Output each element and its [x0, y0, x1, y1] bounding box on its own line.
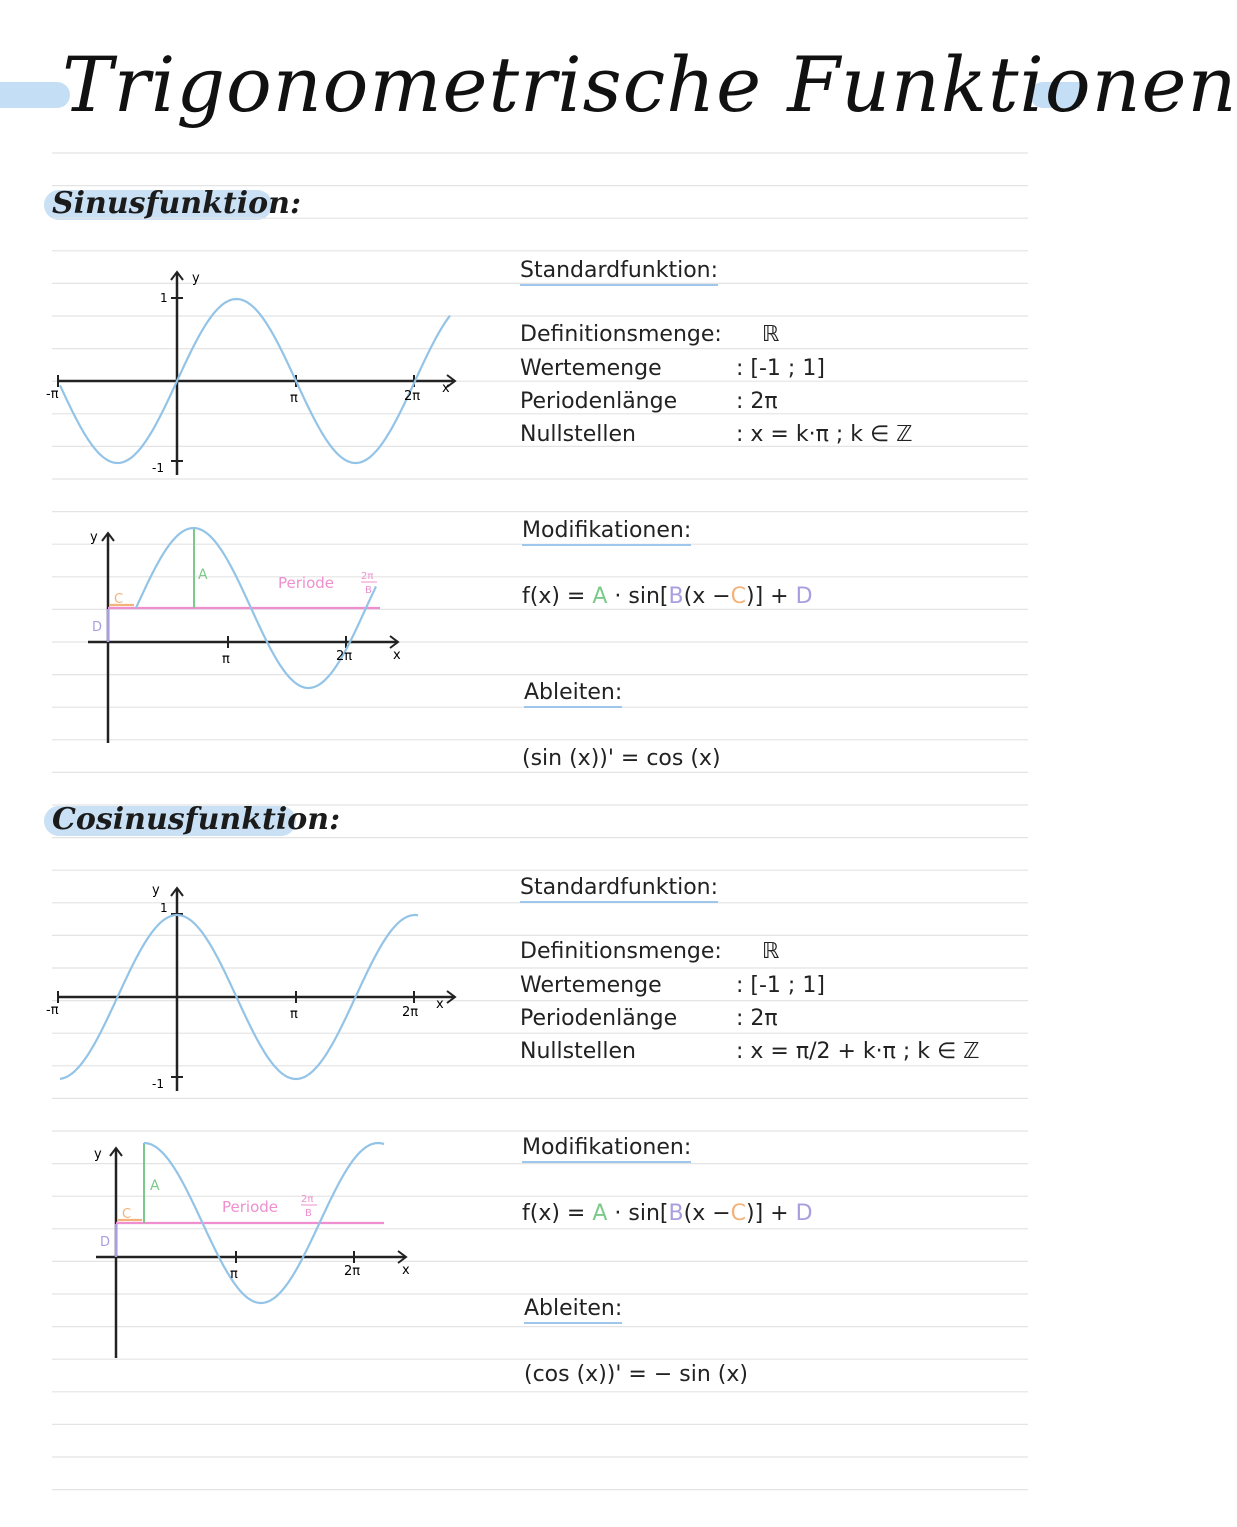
- x-tick-2pi: 2π: [404, 389, 421, 404]
- period-label: Periode: [278, 574, 335, 592]
- x-tick-minus-pi: -π: [46, 387, 59, 402]
- y-axis-label: y: [94, 1147, 102, 1162]
- y-axis-label: y: [152, 883, 160, 898]
- label-c: C: [122, 1207, 132, 1222]
- x-tick-2pi: 2π: [402, 1005, 419, 1020]
- cosinus-derivative-heading: Ableiten:: [524, 1296, 622, 1324]
- x-axis-label: x: [442, 381, 450, 396]
- sinus-derivative: (sin (x))' = cos (x): [522, 746, 721, 771]
- cosinus-derivative: (cos (x))' = − sin (x): [524, 1362, 748, 1387]
- prop-name: Periodenlänge: [520, 389, 678, 414]
- period-denominator: B: [305, 1208, 312, 1219]
- prop-name: Definitionsmenge:: [520, 939, 722, 964]
- y-tick-1: 1: [160, 291, 168, 305]
- prop-value: : [-1 ; 1]: [736, 973, 825, 998]
- x-tick-minus-pi: -π: [46, 1003, 59, 1018]
- label-d: D: [100, 1235, 111, 1250]
- period-label: Periode: [222, 1198, 279, 1216]
- y-tick-minus-1: -1: [152, 461, 164, 475]
- y-tick-1: 1: [160, 901, 168, 915]
- label-c: C: [114, 592, 124, 607]
- period-denominator: B: [365, 585, 372, 596]
- prop-value: : 2π: [736, 1006, 778, 1031]
- page-title: Trigonometrische Funktionen: [62, 40, 1237, 129]
- sine-standard-graph: [40, 260, 470, 490]
- y-axis-label: y: [192, 271, 200, 286]
- label-a: A: [150, 1178, 160, 1194]
- prop-name: Wertemenge: [520, 356, 662, 381]
- prop-value: : x = π/2 + k·π ; k ∈ ℤ: [736, 1039, 980, 1064]
- sinus-derivative-heading: Ableiten:: [524, 680, 622, 708]
- cosinus-standard-heading: Standardfunktion:: [520, 875, 718, 903]
- cosinus-formula: f(x) = A · sin[B(x −C)] + D: [522, 1201, 813, 1226]
- prop-name: Periodenlänge: [520, 1006, 678, 1031]
- prop-value: : [-1 ; 1]: [736, 356, 825, 381]
- period-numerator: 2π: [301, 1194, 314, 1205]
- prop-value: ℝ: [762, 939, 780, 964]
- x-tick-2pi: 2π: [336, 649, 353, 664]
- y-axis-label: y: [90, 530, 98, 545]
- section-label-cosinus: Cosinusfunktion:: [52, 802, 340, 837]
- x-tick-pi: π: [290, 1007, 298, 1022]
- title-area: [0, 30, 1237, 160]
- y-tick-minus-1: -1: [152, 1077, 164, 1091]
- prop-name: Nullstellen: [520, 422, 636, 447]
- prop-name: Wertemenge: [520, 973, 662, 998]
- sinus-standard-heading: Standardfunktion:: [520, 258, 718, 286]
- x-axis-label: x: [393, 648, 401, 663]
- sinus-formula: f(x) = A · sin[B(x −C)] + D: [522, 584, 813, 609]
- x-axis-label: x: [436, 997, 444, 1012]
- prop-value: ℝ: [762, 322, 780, 347]
- prop-value: : 2π: [736, 389, 778, 414]
- prop-name: Definitionsmenge:: [520, 322, 722, 347]
- sinus-mod-heading: Modifikationen:: [522, 518, 691, 546]
- label-a: A: [198, 567, 208, 583]
- cosine-modified-graph: [88, 1140, 428, 1365]
- prop-value: : x = k·π ; k ∈ ℤ: [736, 422, 913, 447]
- x-axis-label: x: [402, 1263, 410, 1278]
- x-tick-pi: π: [222, 652, 230, 667]
- x-tick-pi: π: [290, 391, 298, 406]
- x-tick-pi: π: [230, 1267, 238, 1282]
- label-d: D: [92, 620, 103, 635]
- x-tick-2pi: 2π: [344, 1264, 361, 1279]
- cosine-standard-graph: [40, 876, 470, 1106]
- section-label-sinus: Sinusfunktion:: [52, 186, 301, 221]
- period-numerator: 2π: [361, 571, 374, 582]
- cosinus-mod-heading: Modifikationen:: [522, 1135, 691, 1163]
- prop-name: Nullstellen: [520, 1039, 636, 1064]
- sine-modified-graph: [80, 525, 420, 750]
